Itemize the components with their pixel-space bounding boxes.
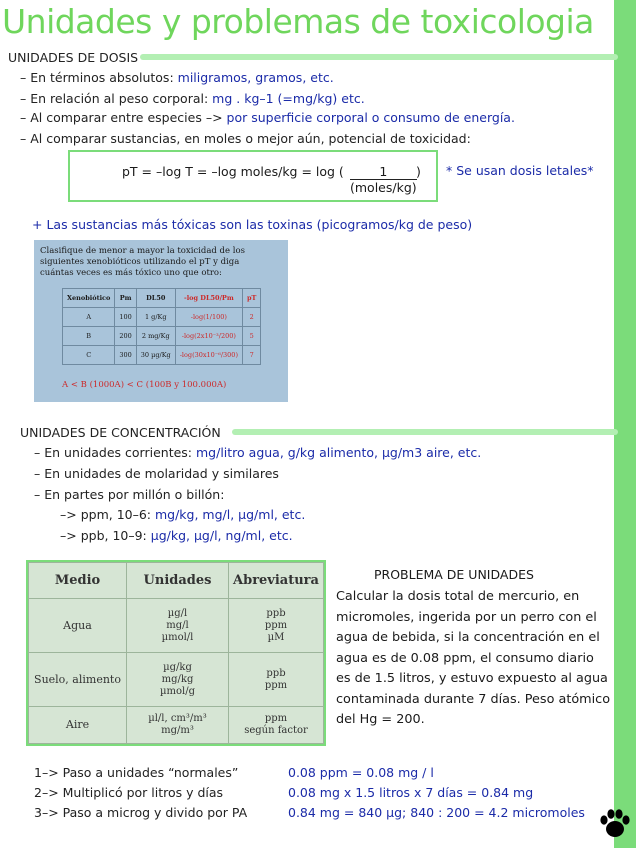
formula-fraction (350, 164, 417, 195)
cell-medio: Agua (29, 599, 127, 653)
cell-abreviatura: ppb ppm (229, 653, 324, 707)
table-row (63, 308, 261, 327)
table-row (29, 653, 324, 707)
cell: 2 (242, 308, 260, 327)
step-1-value: 0.08 ppm = 0.08 mg / l (288, 765, 434, 780)
step-2-label: 2–> Multiplicó por litros y días (34, 785, 224, 800)
table-header-row (63, 289, 261, 308)
section-divider-dosis (140, 54, 618, 60)
formula-numerator: 1 (350, 164, 417, 180)
cell: 30 µg/Kg (136, 346, 175, 365)
formula-box (68, 150, 438, 202)
table-row (63, 327, 261, 346)
step-3-value: 0.84 mg = 840 µg; 840 : 200 = 4.2 micromoles (288, 805, 585, 820)
toxins-note: + Las sustancias más tóxicas son las toxinas (picogramos/kg de peso) (32, 217, 473, 232)
formula-main: pT = –log T = –log moles/kg = log ( (122, 164, 344, 179)
conc-item-3: – En partes por millón o billón: (34, 487, 225, 502)
cell-abreviatura: ppm según factor (229, 707, 324, 744)
conc-item-1: – En unidades corrientes: mg/litro agua, g/kg alimento, µg/m3 aire, etc. (34, 445, 482, 460)
cell: 200 (115, 327, 136, 346)
table-header-row (29, 563, 324, 599)
cell-medio: Aire (29, 707, 127, 744)
dosis-item-4: – Al comparar sustancias, en moles o mejor aún, potencial de toxicidad: (20, 131, 471, 146)
section-heading-dosis: UNIDADES DE DOSIS (8, 50, 139, 65)
cell: 300 (115, 346, 136, 365)
cell-abreviatura: ppb ppm µM (229, 599, 324, 653)
formula-close: ) (416, 164, 421, 179)
cell: C (63, 346, 115, 365)
step-1-label: 1–> Paso a unidades “normales” (34, 765, 239, 780)
cell: A (63, 308, 115, 327)
table-row (63, 346, 261, 365)
toxicity-table (62, 288, 261, 365)
th-xenobiotico: Xenobiótico (63, 289, 115, 308)
section-divider-concentracion (232, 429, 618, 435)
section-heading-concentracion: UNIDADES DE CONCENTRACIÓN (20, 425, 221, 440)
th-medio: Medio (29, 563, 127, 599)
paw-icon (598, 806, 632, 840)
cell: 100 (115, 308, 136, 327)
cell-medio: Suelo, alimento (29, 653, 127, 707)
step-3-label: 3–> Paso a microg y divido por PA (34, 805, 248, 820)
toxicity-exercise-image (34, 240, 288, 402)
cell: 7 (242, 346, 260, 365)
exercise-result: A < B (1000A) < C (100B y 100.000A) (62, 380, 227, 390)
th-pm: Pm (115, 289, 136, 308)
cell: -log(30x10⁻⁶/300) (175, 346, 242, 365)
table-row (29, 599, 324, 653)
conc-item-ppb: –> ppb, 10–9: µg/kg, µg/l, ng/ml, etc. (60, 528, 293, 543)
cell: 2 mg/Kg (136, 327, 175, 346)
problem-title: PROBLEMA DE UNIDADES (374, 567, 534, 582)
units-table (28, 562, 324, 744)
cell: B (63, 327, 115, 346)
th-unidades: Unidades (127, 563, 229, 599)
dosis-item-1: – En términos absolutos: miligramos, gramos, etc. (20, 70, 334, 85)
dosis-item-3: – Al comparar entre especies –> por superficie corporal o consumo de energía. (20, 110, 515, 125)
cell-unidades: µl/l, cm³/m³ mg/m³ (127, 707, 229, 744)
cell: 5 (242, 327, 260, 346)
th-abreviatura: Abreviatura (229, 563, 324, 599)
right-decorative-band (614, 0, 636, 848)
conc-item-2: – En unidades de molaridad y similares (34, 466, 279, 481)
cell: 1 g/Kg (136, 308, 175, 327)
cell-unidades: µg/l mg/l µmol/l (127, 599, 229, 653)
conc-item-ppm: –> ppm, 10–6: mg/kg, mg/l, µg/ml, etc. (60, 507, 306, 522)
problem-text: Calcular la dosis total de mercurio, en micromoles, ingerida por un perro con el agua de bebida, si la concentración en el agua es de 0.08 ppm, el consumo diario es de 1.5 litros, y estuvo expuesto al agua contaminada durante 7 días. Peso atómico del Hg = 200. (336, 589, 611, 727)
cell: -log(1/100) (175, 308, 242, 327)
page-title: Unidades y problemas de toxicologia (2, 2, 594, 41)
th-log: -log DL50/Pm (175, 289, 242, 308)
step-2-value: 0.08 mg x 1.5 litros x 7 días = 0.84 mg (288, 785, 534, 800)
cell-unidades: µg/kg mg/kg µmol/g (127, 653, 229, 707)
dosis-item-2: – En relación al peso corporal: mg . kg–1 (=mg/kg) etc. (20, 91, 365, 106)
th-dl50: DL50 (136, 289, 175, 308)
exercise-intro: Clasifique de menor a mayor la toxicidad de los siguientes xenobióticos utilizando el pT y diga cuántas veces es más tóxico uno que otro: (40, 246, 245, 278)
table-row (29, 707, 324, 744)
cell: -log(2x10⁻³/200) (175, 327, 242, 346)
units-table-image (26, 560, 326, 746)
formula-note: * Se usan dosis letales* (446, 163, 594, 178)
formula-denominator: (moles/kg) (350, 180, 417, 195)
th-pt: pT (242, 289, 260, 308)
